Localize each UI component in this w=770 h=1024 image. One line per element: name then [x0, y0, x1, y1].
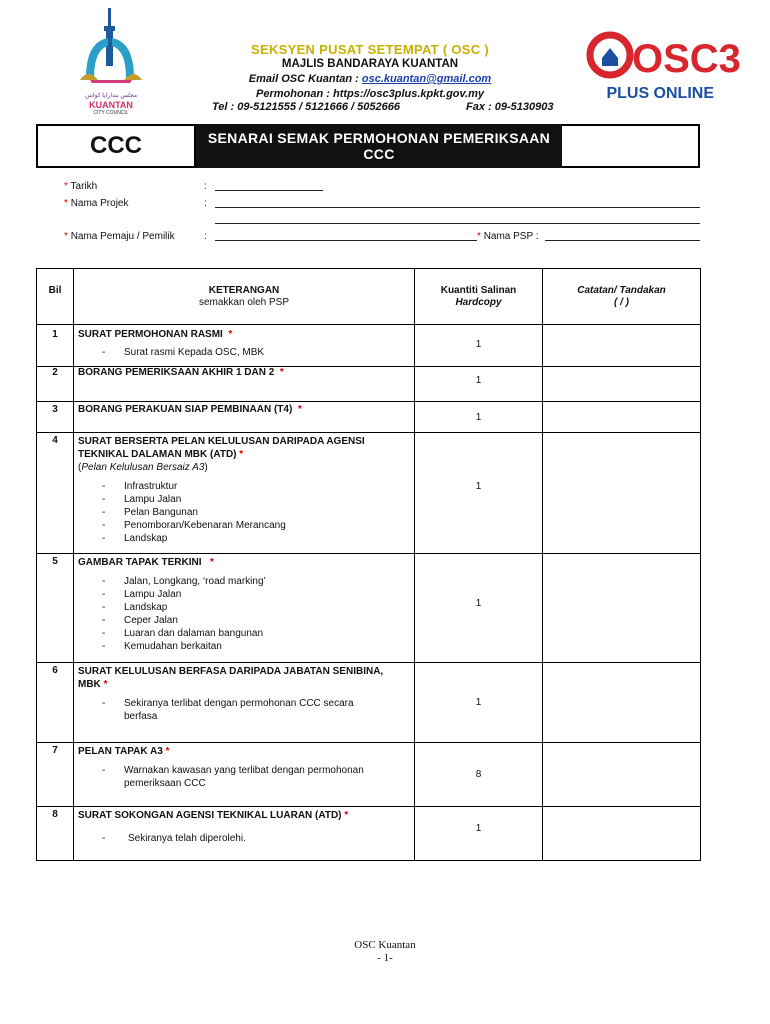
row-description: SURAT SOKONGAN AGENSI TEKNIKAL LUARAN (ATD) * - Sekiranya telah diperolehi.: [74, 807, 415, 861]
ccc-code-box: CCC: [36, 124, 196, 168]
row-number: 3: [37, 402, 74, 433]
table-header-row: [37, 269, 701, 325]
table-row: [37, 807, 701, 861]
row-description: SURAT KELULUSAN BERFASA DARIPADA JABATAN SENIBINA, MBK * - Sekiranya terlibat dengan permohonan CCC secara berfasa: [74, 663, 415, 743]
list-item: - Sekiranya terlibat dengan permohonan CCC secara berfasa: [78, 697, 378, 723]
email-label: Email OSC Kuantan :: [248, 73, 362, 85]
header-tel: Tel : 09-5121555 / 5121666 / 5052666: [212, 101, 400, 113]
kuantan-logo-sub: CITY COUNCIL: [93, 110, 129, 116]
kuantan-logo-text: KUANTAN: [89, 100, 133, 110]
header-title: SEKSYEN PUSAT SETEMPAT ( OSC ): [251, 42, 489, 57]
row-number: 5: [37, 554, 74, 663]
checklist-title-line2: CCC: [363, 146, 395, 162]
osc3-logo: [588, 30, 741, 102]
table-row: [37, 433, 701, 554]
row-qty: 1: [415, 554, 543, 663]
row-qty: 1: [415, 807, 543, 861]
table-row: [37, 325, 701, 367]
row-check-cell[interactable]: [543, 663, 701, 743]
row-description: SURAT BERSERTA PELAN KELULUSAN DARIPADA AGENSI TEKNIKAL DALAMAN MBK (ATD) * (Pelan Kelulusan Bersaiz A3) - Infrastruktur - Lampu Jalan - Pelan Bangunan - Penomboran/Kebenaran Merancang - Landskap: [74, 433, 415, 554]
list-item: - Penomboran/Kebenaran Merancang: [78, 519, 414, 532]
table-row: [37, 743, 701, 807]
row-number: 2: [37, 367, 74, 402]
tarikh-field[interactable]: [215, 190, 323, 191]
kuantan-tower-icon: [76, 8, 146, 88]
kuantan-logo: [76, 8, 146, 114]
row-check-cell[interactable]: [543, 433, 701, 554]
row-qty: 1: [415, 325, 543, 367]
osc3-logo-text: OSC3: [632, 37, 741, 81]
row-check-cell[interactable]: [543, 402, 701, 433]
list-item: - Surat rasmi Kepada OSC, MBK: [78, 346, 414, 359]
list-item: - Luaran dan dalaman bangunan: [78, 627, 414, 640]
table-row: [37, 663, 701, 743]
table-row: [37, 367, 701, 402]
list-item: - Kemudahan berkaitan: [78, 640, 414, 653]
osc3-logo-icon: [588, 30, 741, 81]
row-description: SURAT PERMOHONAN RASMI * - Surat rasmi Kepada OSC, MBK: [74, 325, 415, 367]
nama-psp-field[interactable]: [545, 240, 700, 241]
row-number: 7: [37, 743, 74, 807]
email-link[interactable]: osc.kuantan@gmail.com: [361, 73, 492, 85]
nama-projek-field-2[interactable]: [215, 223, 700, 224]
row-check-cell[interactable]: [543, 554, 701, 663]
row-number: 8: [37, 807, 74, 861]
row-qty: 1: [415, 402, 543, 433]
nama-pemaju-label: * Nama Pemaju / Pemilik: [64, 231, 175, 242]
list-item: - Sekiranya telah diperolehi.: [78, 832, 414, 845]
checklist-table: [36, 268, 701, 861]
footer: [320, 939, 450, 965]
nama-projek-colon: :: [204, 198, 207, 209]
header-fax: Fax : 09-5130903: [466, 101, 554, 113]
row-number: 6: [37, 663, 74, 743]
footer-office: OSC Kuantan: [354, 939, 416, 951]
list-item: - Landskap: [78, 601, 414, 614]
nama-projek-field[interactable]: [215, 207, 700, 208]
table-row: [37, 554, 701, 663]
row-number: 4: [37, 433, 74, 554]
list-item: - Lampu Jalan: [78, 493, 414, 506]
header-email-line: [170, 72, 570, 87]
row-number: 1: [37, 325, 74, 367]
row-description: GAMBAR TAPAK TERKINI * - Jalan, Longkang, ‘road marking’ - Lampu Jalan - Landskap - Ceper Jalan - Luaran dan dalaman bangunan - Kemudahan berkaitan: [74, 554, 415, 663]
row-check-cell[interactable]: [543, 743, 701, 807]
header-kuantiti: Kuantiti Salinan Hardcopy: [415, 269, 543, 325]
header-block: [170, 42, 570, 102]
row-qty: 1: [415, 433, 543, 554]
kuantan-logo-jawi: مجلس بندارايا کوانتن: [84, 93, 138, 99]
row-qty: 1: [415, 663, 543, 743]
header-bil: Bil: [37, 269, 74, 325]
tarikh-label: * Tarikh: [64, 181, 98, 192]
header-catatan: Catatan/ Tandakan ( / ): [543, 269, 701, 325]
row-description: BORANG PEMERIKSAAN AKHIR 1 DAN 2 *: [74, 367, 415, 402]
nama-psp-label: * Nama PSP :: [477, 231, 539, 242]
header-permohonan: Permohonan : https://osc3plus.kpkt.gov.my: [256, 88, 484, 100]
title-empty-box: [562, 124, 700, 168]
row-description: PELAN TAPAK A3 * - Warnakan kawasan yang terlibat dengan permohonan pemeriksaan CCC: [74, 743, 415, 807]
row-qty: 1: [415, 367, 543, 402]
list-item: - Warnakan kawasan yang terlibat dengan permohonan pemeriksaan CCC: [78, 764, 378, 790]
list-item: - Jalan, Longkang, ‘road marking’: [78, 575, 414, 588]
osc3-logo-sub: PLUS ONLINE: [606, 85, 714, 102]
tarikh-colon: :: [204, 181, 207, 192]
row-check-cell[interactable]: [543, 367, 701, 402]
list-item: - Pelan Bangunan: [78, 506, 414, 519]
nama-projek-label: * Nama Projek: [64, 198, 129, 209]
row-description: BORANG PERAKUAN SIAP PEMBINAAN (T4) *: [74, 402, 415, 433]
checklist-title-line1: SENARAI SEMAK PERMOHONAN PEMERIKSAAN: [207, 130, 551, 146]
row-check-cell[interactable]: [543, 807, 701, 861]
row-qty: 8: [415, 743, 543, 807]
list-item: - Landskap: [78, 532, 414, 545]
nama-pemaju-field[interactable]: [215, 240, 477, 241]
footer-page-number: - 1-: [377, 952, 393, 964]
checklist-title-box: [196, 124, 562, 168]
list-item: - Ceper Jalan: [78, 614, 414, 627]
list-item: - Lampu Jalan: [78, 588, 414, 601]
header-keterangan: KETERANGAN semakkan oleh PSP: [74, 269, 415, 325]
list-item: - Infrastruktur: [78, 480, 414, 493]
table-row: [37, 402, 701, 433]
nama-pemaju-colon: :: [204, 231, 207, 242]
row-check-cell[interactable]: [543, 325, 701, 367]
header-council: MAJLIS BANDARAYA KUANTAN: [281, 58, 459, 70]
